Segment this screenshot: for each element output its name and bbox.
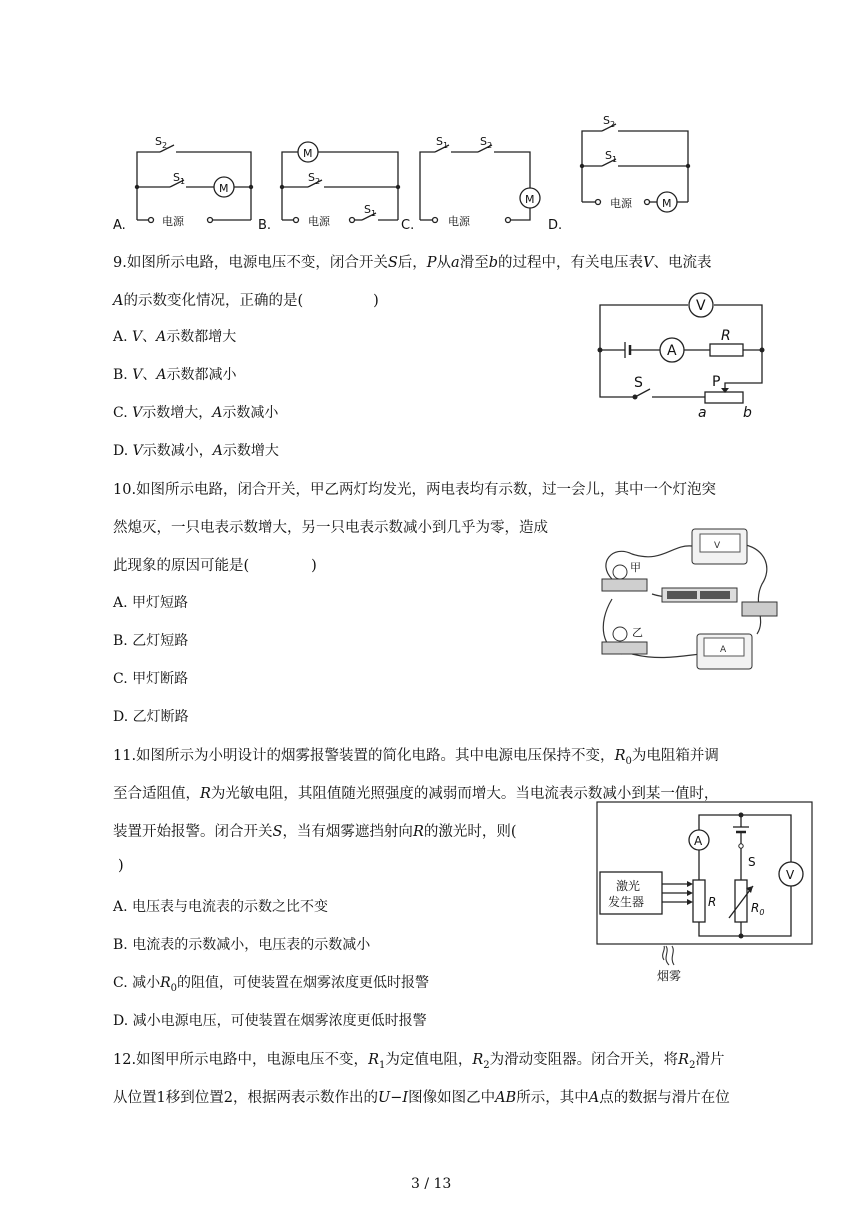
svg-text:A: A [694, 834, 703, 848]
q8-a-s2: $S_2$ [155, 135, 168, 150]
q8-option-c-label: C. [401, 218, 415, 233]
svg-text:发生器: 发生器 [608, 895, 645, 909]
q10-circuit-photo [592, 524, 782, 674]
q9-stem-line1: 9.如图所示电路，电源电压不变，闭合开关S后，P从a滑至b的过程中，有关电压表V、电流表 [113, 255, 712, 271]
q8-c-s2: $S_2$ [480, 135, 493, 150]
q8-d-s2: $S_2$ [603, 114, 616, 129]
svg-text:R: R [721, 328, 731, 344]
q8-option-d-label: D. [548, 218, 563, 233]
q8-option-a-label: A. [113, 218, 126, 233]
svg-text:甲: 甲 [630, 561, 641, 574]
q11-option-b[interactable]: B. 电流表的示数减小，电压表的示数减小 [113, 937, 371, 953]
svg-text:激光: 激光 [616, 879, 641, 893]
svg-text:V: V [696, 298, 706, 314]
svg-text:A: A [667, 343, 677, 359]
q11-stem-line2: 至合适阻值，R为光敏电阻，其阻值随光照强度的减弱而增大。当电流表示数减小到某一值时， [113, 786, 719, 802]
q10-option-c[interactable]: C. 甲灯断路 [113, 671, 189, 687]
q9-option-c[interactable]: C. V示数增大，A示数减小 [113, 405, 279, 421]
q10-option-d[interactable]: D. 乙灯断路 [113, 709, 189, 725]
svg-text:烟雾: 烟雾 [657, 969, 682, 983]
q8-c-power: 电源 [448, 215, 470, 228]
q8-a-motor: M [219, 182, 229, 195]
q8-a-s1: $S_1$ [173, 171, 186, 186]
svg-text:R0: $R_0$ [751, 901, 765, 917]
q11-option-a[interactable]: A. 电压表与电流表的示数之比不变 [113, 899, 329, 915]
q9-option-a[interactable]: A. V、A示数都增大 [113, 329, 237, 345]
q8-option-b-label: B. [258, 218, 272, 233]
svg-text:a: a [698, 405, 707, 421]
svg-text:A: A [720, 645, 727, 655]
q10-stem-line3: 此现象的原因可能是( ) [113, 558, 317, 574]
q8-b-motor: M [303, 147, 313, 160]
svg-text:V: V [714, 541, 721, 551]
q8-d-motor: M [662, 197, 672, 210]
q11-circuit-diagram [596, 800, 816, 990]
q8-b-s1: $S_1$ [364, 203, 377, 218]
q8-b-power: 电源 [308, 215, 330, 228]
q8-c-s1: $S_1$ [436, 135, 449, 150]
q10-stem-line1: 10.如图所示电路，闭合开关，甲乙两灯均发光，两电表均有示数，过一会儿，其中一个灯泡突 [113, 482, 717, 498]
q11-option-c[interactable]: C. 减小$R_0$的阻值，可使装置在烟雾浓度更低时报警 [113, 975, 430, 994]
svg-text:R: R [708, 895, 717, 909]
svg-text:V: V [786, 868, 795, 882]
q11-stem-line3: 装置开始报警。闭合开关S，当有烟雾遮挡射向R的激光时，则( [113, 824, 517, 840]
q8-c-motor: M [525, 193, 535, 206]
q9-option-b[interactable]: B. V、A示数都减小 [113, 367, 237, 383]
q11-stem-line4: ) [118, 858, 124, 874]
q10-option-b[interactable]: B. 乙灯短路 [113, 633, 189, 649]
svg-text:乙: 乙 [632, 626, 643, 639]
q9-option-d[interactable]: D. V示数减小，A示数增大 [113, 443, 279, 459]
q8-a-power: 电源 [162, 215, 184, 228]
q10-stem-line2: 然熄灭，一只电表示数增大，另一只电表示数减小到几乎为零，造成 [113, 520, 548, 536]
q11-option-d[interactable]: D. 减小电源电压，可使装置在烟雾浓度更低时报警 [113, 1013, 427, 1029]
q12-stem-line1: 12.如图甲所示电路中，电源电压不变，$R_1$为定值电阻，$R_2$为滑动变阻器。闭合开关，将$R_2$滑片 [113, 1052, 725, 1071]
svg-text:S: S [634, 375, 643, 391]
q8-d-power: 电源 [610, 197, 632, 210]
q10-option-a[interactable]: A. 甲灯短路 [113, 595, 189, 611]
q9-circuit-diagram [590, 285, 775, 425]
q12-stem-line2: 从位置1移到位置2，根据两表示数作出的U−I图像如图乙中AB所示，其中A点的数据与滑片在位 [113, 1090, 730, 1106]
q8-b-s2: $S_2$ [308, 171, 321, 186]
page-number: 3 / 13 [411, 1176, 452, 1192]
svg-text:P: P [712, 374, 721, 390]
svg-text:b: b [743, 405, 752, 421]
q8-d-s1: $S_1$ [605, 149, 618, 164]
q11-stem-line1: 11.如图所示为小明设计的烟雾报警装置的简化电路。其中电源电压保持不变，$R_0$为电阻箱并调 [113, 748, 719, 767]
svg-text:S: S [748, 855, 756, 869]
q9-stem-line2: A的示数变化情况，正确的是( ) [113, 293, 379, 309]
